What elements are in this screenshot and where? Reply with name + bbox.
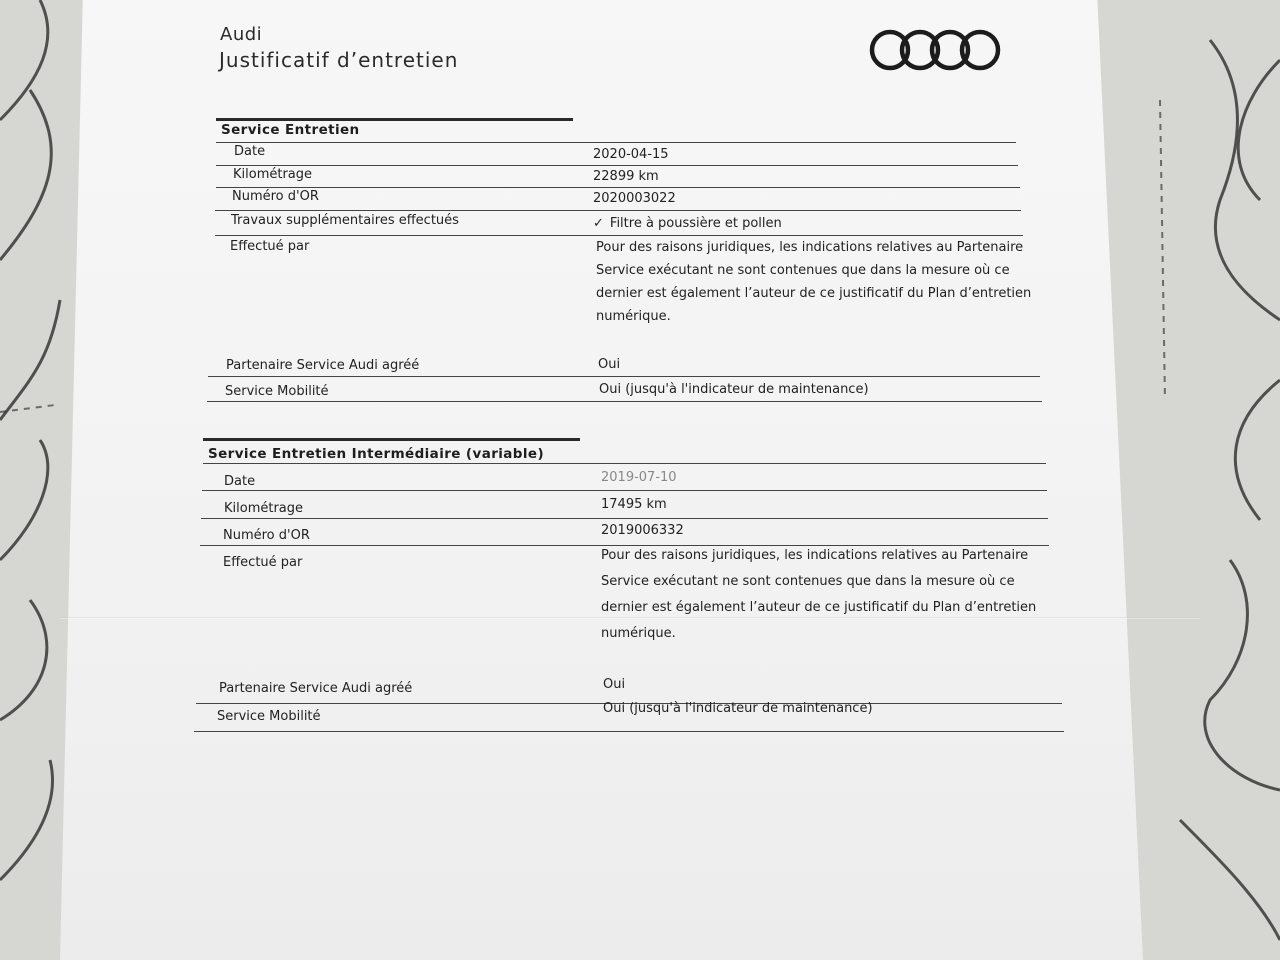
section-title: Service Entretien Intermédiaire (variable) xyxy=(208,446,545,462)
row-value: 2020003022 xyxy=(593,191,676,206)
row-divider xyxy=(216,187,1020,188)
row-value: Oui xyxy=(598,357,621,372)
row-label: Effectué par xyxy=(223,555,303,570)
row-value: Pour des raisons juridiques, les indications relatives au Partenaire Service exécutant ne sont contenues que dans la mesure où ce dernier est également l’auteur de ce justificatif du Plan d’entretien numérique. xyxy=(596,240,1032,324)
row-label: Effectué par xyxy=(230,239,310,254)
row-label: Kilométrage xyxy=(224,501,304,516)
audi-rings-icon xyxy=(866,28,1006,72)
row-value xyxy=(593,216,782,231)
section-title: Service Entretien xyxy=(221,122,360,138)
row-label: Date xyxy=(234,144,266,159)
row-value: Oui (jusqu'à l'indicateur de maintenance) xyxy=(599,382,869,397)
row-label: Travaux supplémentaires effectués xyxy=(231,213,459,228)
section-top-rule xyxy=(216,118,573,121)
row-label: Partenaire Service Audi agréé xyxy=(226,358,420,373)
row-value: 2020-04-15 xyxy=(593,147,669,162)
row-divider xyxy=(207,401,1042,402)
row-value: Pour des raisons juridiques, les indications relatives au Partenaire Service exécutant ne sont contenues que dans la mesure où ce dernier est également l’auteur de ce justificatif du Plan d’entretien numérique. xyxy=(601,548,1037,641)
row-divider xyxy=(208,376,1040,377)
row-divider xyxy=(216,165,1018,166)
row-label: Numéro d'OR xyxy=(232,189,319,204)
row-value: 22899 km xyxy=(593,169,659,184)
row-label: Date xyxy=(224,474,256,489)
row-value-text: Filtre à poussière et pollen xyxy=(609,216,782,231)
page-title: Justificatif d’entretien xyxy=(219,48,459,72)
row-label: Service Mobilité xyxy=(225,384,329,399)
row-value: Oui xyxy=(603,677,626,692)
row-divider xyxy=(203,463,1046,464)
checkmark-icon: ✓ xyxy=(593,216,604,231)
row-value: Oui (jusqu'à l'indicateur de maintenance) xyxy=(603,701,873,716)
row-value: 17495 km xyxy=(601,497,667,512)
row-divider xyxy=(201,518,1048,519)
brand-name: Audi xyxy=(220,24,263,45)
row-value: 2019-07-10 xyxy=(601,470,677,485)
row-divider xyxy=(202,490,1047,491)
row-label: Partenaire Service Audi agréé xyxy=(219,681,413,696)
row-label: Numéro d'OR xyxy=(223,528,310,543)
row-label: Service Mobilité xyxy=(217,709,321,724)
section-top-rule xyxy=(203,438,580,441)
row-divider xyxy=(216,142,1016,143)
row-value: 2019006332 xyxy=(601,523,684,538)
row-label: Kilométrage xyxy=(233,167,313,182)
row-divider xyxy=(194,731,1064,732)
row-divider xyxy=(215,210,1021,211)
